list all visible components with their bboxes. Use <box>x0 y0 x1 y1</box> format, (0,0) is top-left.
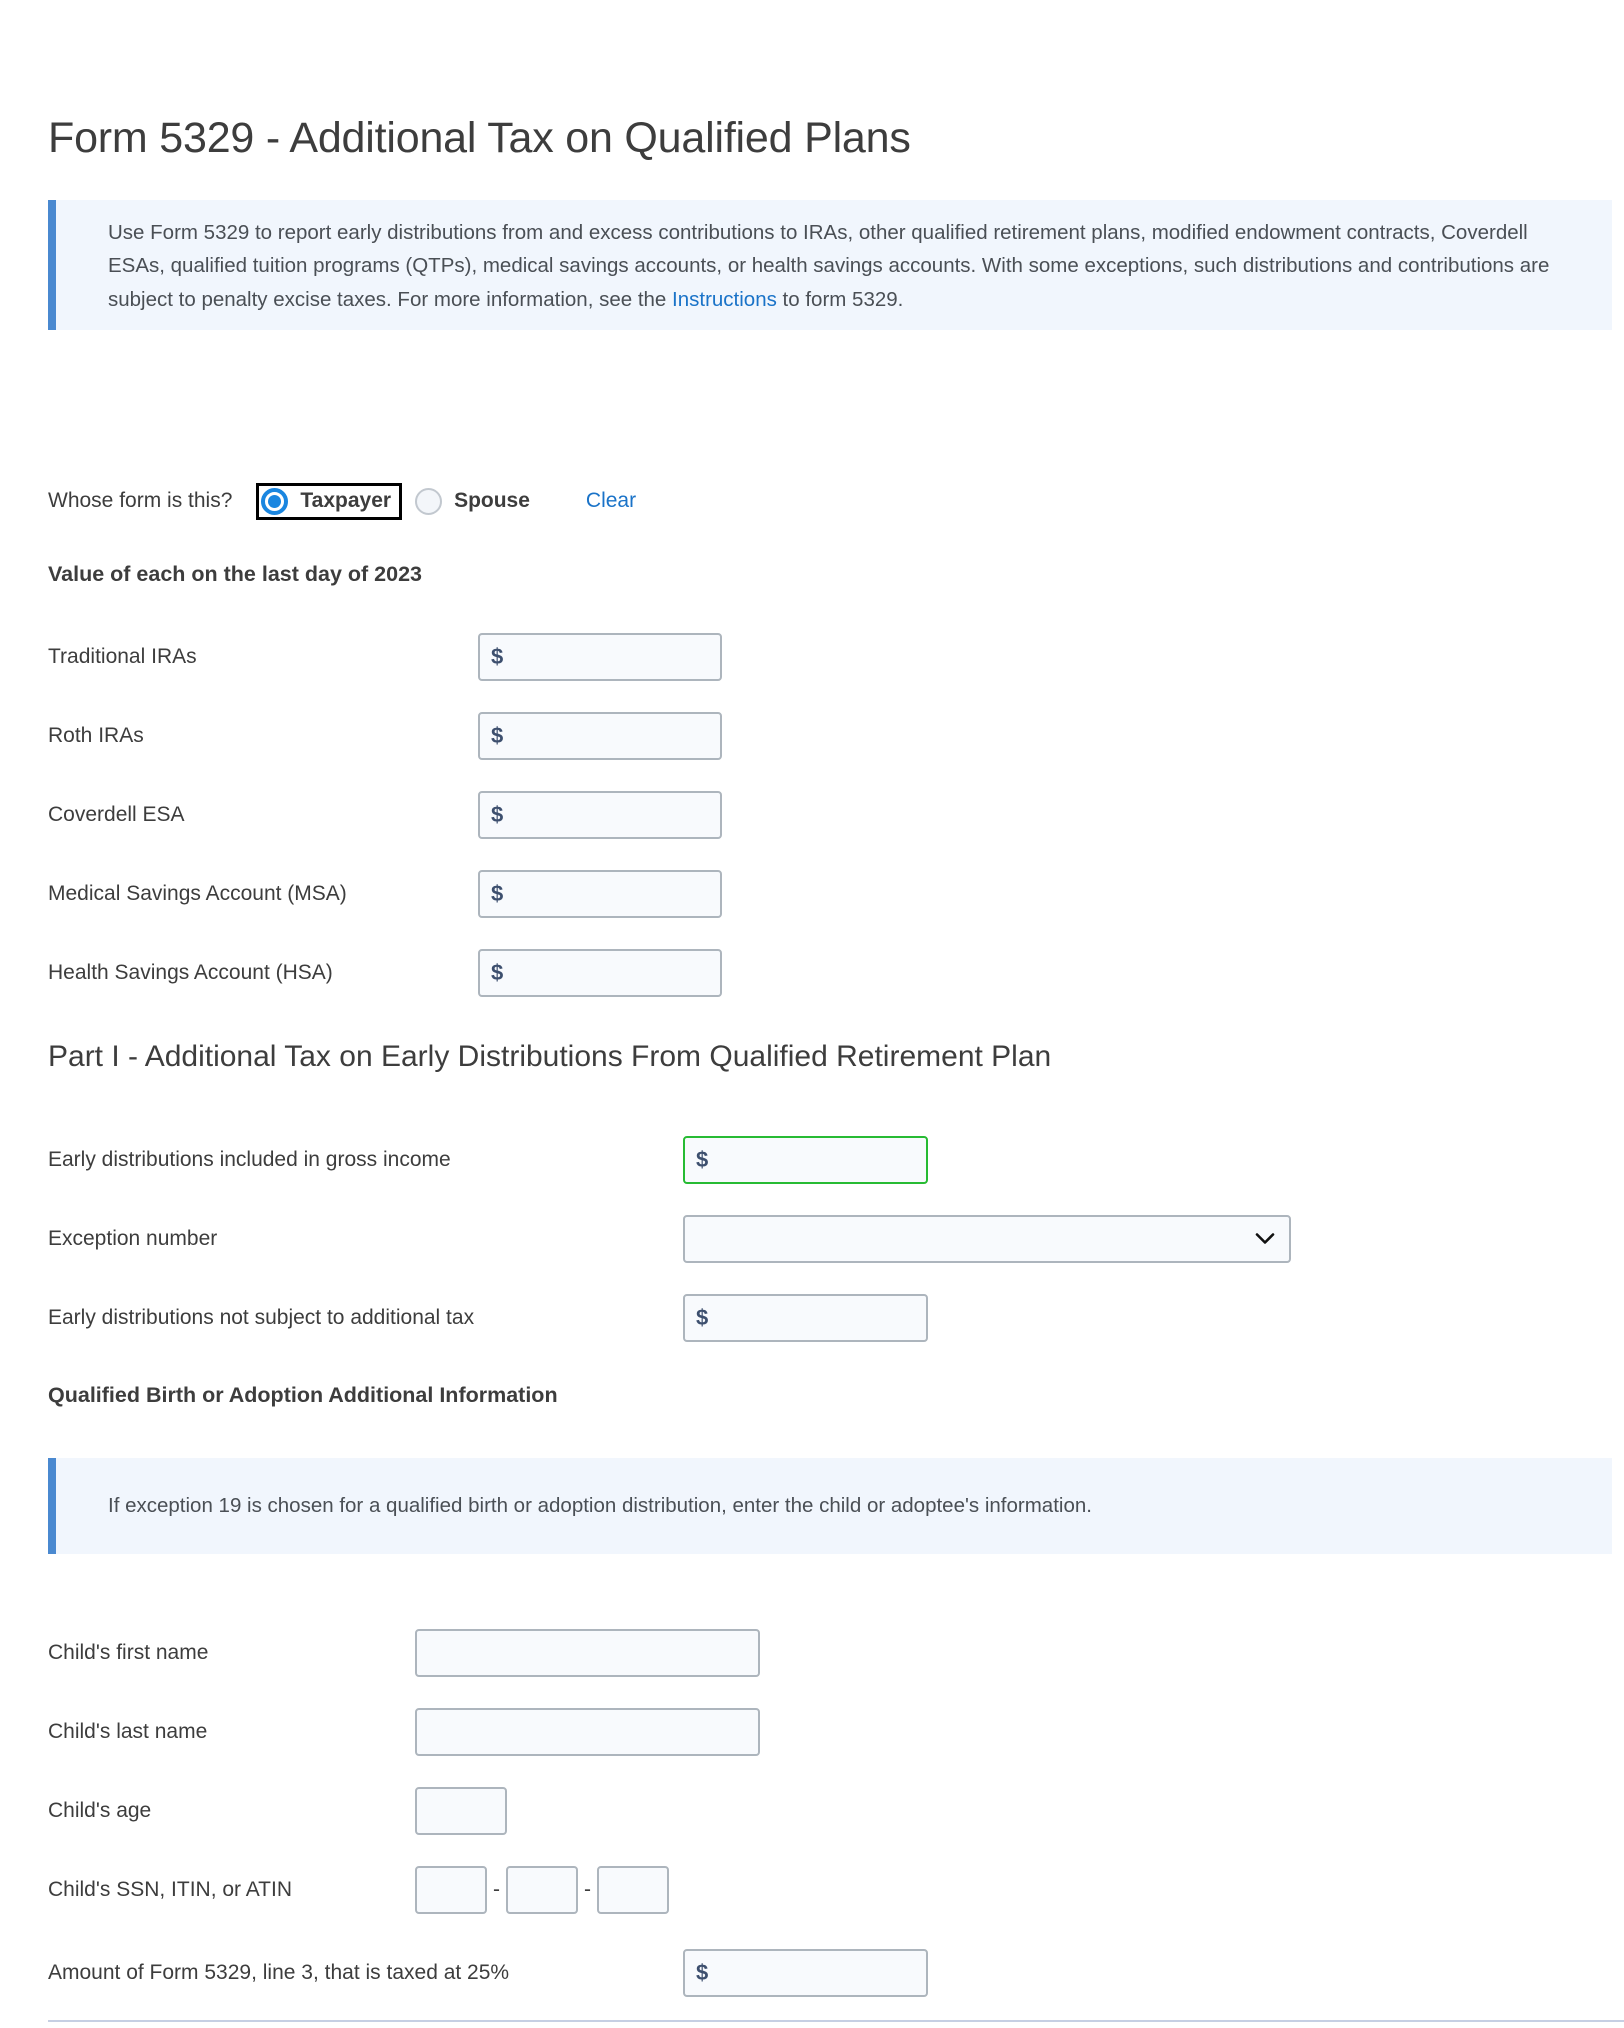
input-early-distributions-not-subject[interactable] <box>683 1294 928 1342</box>
clear-link[interactable]: Clear <box>585 489 637 512</box>
label-child-last-name: Child's last name <box>48 1720 208 1743</box>
radio-label-spouse: Spouse <box>454 489 530 512</box>
field-row-child-first-name <box>48 1628 760 1678</box>
page-title: Form 5329 - Additional Tax on Qualified Plans <box>48 113 911 162</box>
money-wrap-medical-savings-account <box>478 870 722 918</box>
whose-form-radio-group <box>259 486 636 517</box>
info-banner-text-before-link: Use Form 5329 to report early distributions from and excess contributions to IRAs, other qualified retirement plans, modified endowment contracts, Coverdell ESAs, qualified tuition programs (QTPs), medical savings accounts, or health savings accounts. With some exceptions, such distributions and contributions are subject to penalty excise taxes. For more information, see the <box>108 220 1550 311</box>
field-row-child-ssn <box>48 1865 669 1915</box>
field-row-exception-number <box>48 1214 1291 1264</box>
radio-option-spouse[interactable] <box>413 486 538 517</box>
input-child-last-name[interactable] <box>415 1708 760 1756</box>
input-roth-iras[interactable] <box>478 712 722 760</box>
dollar-sign-icon: $ <box>491 802 504 827</box>
money-wrap-health-savings-account <box>478 949 722 997</box>
field-row-medical-savings-account <box>48 869 722 919</box>
input-child-age[interactable] <box>415 1787 507 1835</box>
field-row-child-age <box>48 1786 507 1836</box>
money-wrap-roth-iras <box>478 712 722 760</box>
radio-option-taxpayer[interactable] <box>259 486 399 517</box>
money-wrap-traditional-iras <box>478 633 722 681</box>
label-early-distributions-not-subject: Early distributions not subject to additional tax <box>48 1306 475 1329</box>
ssn-input-group <box>415 1866 669 1914</box>
label-medical-savings-account: Medical Savings Account (MSA) <box>48 882 347 905</box>
info-banner-main-text <box>56 214 1612 317</box>
info-banner-birth <box>48 1458 1612 1554</box>
dollar-sign-icon: $ <box>491 960 504 985</box>
ssn-separator: - <box>493 1878 500 1901</box>
label-traditional-iras: Traditional IRAs <box>48 645 197 668</box>
input-early-distributions-gross-income[interactable] <box>683 1136 928 1184</box>
birth-section-heading: Qualified Birth or Adoption Additional Information <box>48 1383 558 1407</box>
whose-form-label: Whose form is this? <box>48 489 233 512</box>
ssn-separator: - <box>584 1878 591 1901</box>
field-row-early-distributions-not-subject <box>48 1293 928 1343</box>
money-wrap-amount-taxed-25-percent <box>683 1949 928 1997</box>
field-row-coverdell-esa <box>48 790 722 840</box>
input-coverdell-esa[interactable] <box>478 791 722 839</box>
radio-indicator-spouse <box>415 488 442 515</box>
info-banner-text-after-link: to form 5329. <box>776 287 904 311</box>
dollar-sign-icon: $ <box>696 1960 709 1985</box>
radio-label-taxpayer: Taxpayer <box>300 489 392 512</box>
info-banner-birth-text: If exception 19 is chosen for a qualified birth or adoption distribution, enter the child or adoptee's information. <box>108 1494 1092 1518</box>
field-row-amount-taxed-25-percent <box>48 1948 928 1998</box>
label-child-age: Child's age <box>48 1799 152 1822</box>
dollar-sign-icon: $ <box>491 881 504 906</box>
money-wrap-coverdell-esa <box>478 791 722 839</box>
label-coverdell-esa: Coverdell ESA <box>48 803 185 826</box>
field-row-early-distributions-gross-income <box>48 1135 928 1185</box>
input-amount-taxed-25-percent[interactable] <box>683 1949 928 1997</box>
field-row-child-last-name <box>48 1707 760 1757</box>
dollar-sign-icon: $ <box>696 1147 709 1172</box>
select-exception-number[interactable] <box>683 1215 1291 1263</box>
input-child-ssn-part2[interactable] <box>506 1866 578 1914</box>
label-exception-number: Exception number <box>48 1227 218 1250</box>
part1-heading: Part I - Additional Tax on Early Distributions From Qualified Retirement Plan <box>48 1040 1052 1073</box>
instructions-link[interactable]: Instructions <box>672 287 777 311</box>
value-section-heading: Value of each on the last day of 2023 <box>48 562 422 586</box>
money-wrap-early-distributions-not-subject <box>683 1294 928 1342</box>
input-child-ssn-part1[interactable] <box>415 1866 487 1914</box>
label-health-savings-account: Health Savings Account (HSA) <box>48 961 333 984</box>
label-amount-taxed-25-percent: Amount of Form 5329, line 3, that is taxed at 25% <box>48 1961 510 1984</box>
input-child-ssn-part3[interactable] <box>597 1866 669 1914</box>
label-early-distributions-gross-income: Early distributions included in gross income <box>48 1148 451 1171</box>
field-row-health-savings-account <box>48 948 722 998</box>
dollar-sign-icon: $ <box>696 1305 709 1330</box>
label-child-ssn: Child's SSN, ITIN, or ATIN <box>48 1878 293 1901</box>
input-child-first-name[interactable] <box>415 1629 760 1677</box>
money-wrap-early-distributions-gross-income <box>683 1136 928 1184</box>
label-child-first-name: Child's first name <box>48 1641 209 1664</box>
dollar-sign-icon: $ <box>491 644 504 669</box>
input-health-savings-account[interactable] <box>478 949 722 997</box>
bottom-divider <box>48 2020 1624 2022</box>
input-traditional-iras[interactable] <box>478 633 722 681</box>
dollar-sign-icon: $ <box>491 723 504 748</box>
select-wrap-exception-number <box>683 1215 1291 1263</box>
info-banner-main <box>48 200 1612 330</box>
field-row-roth-iras <box>48 711 722 761</box>
input-medical-savings-account[interactable] <box>478 870 722 918</box>
label-roth-iras: Roth IRAs <box>48 724 144 747</box>
radio-indicator-taxpayer <box>261 488 288 515</box>
whose-form-row <box>48 483 636 519</box>
field-row-traditional-iras <box>48 632 722 682</box>
